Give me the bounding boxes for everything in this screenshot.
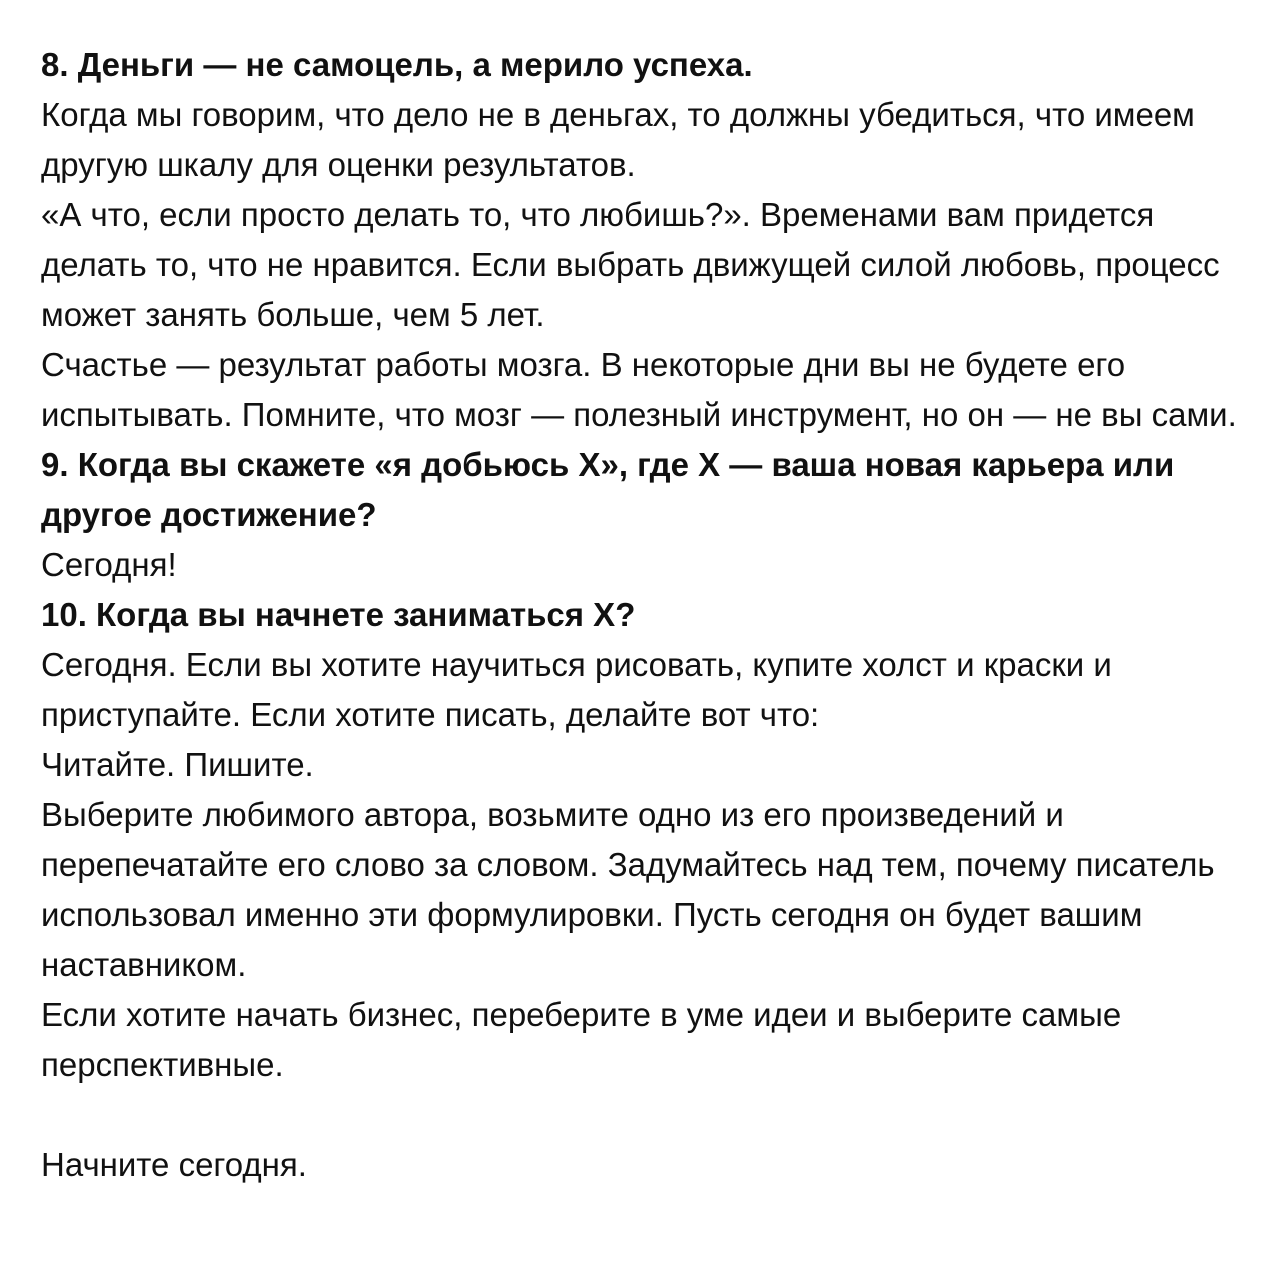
paragraph: Когда мы говорим, что дело не в деньгах, то должны убедиться, что имеем другую шкалу для оценки результатов. <box>41 96 1195 183</box>
paragraph: «А что, если просто делать то, что любишь?». Временами вам придется делать то, что не нравится. Если выбрать движущей силой любовь, процесс может занять больше, чем 5 лет. <box>41 196 1220 333</box>
blank-line <box>41 1090 1251 1140</box>
section-10 <box>41 590 1251 1090</box>
paragraph: Читайте. Пишите. <box>41 746 314 783</box>
section-heading: 8. Деньги — не самоцель, а мерило успеха. <box>41 46 753 83</box>
paragraph: Выберите любимого автора, возьмите одно из его произведений и перепечатайте его слово за словом. Задумайтесь над тем, почему писатель использовал именно эти формулировки. Пусть сегодня он будет вашим наставником. <box>41 796 1215 983</box>
section-8 <box>41 40 1251 440</box>
paragraph: Сегодня! <box>41 546 177 583</box>
paragraph: Если хотите начать бизнес, переберите в уме идеи и выберите самые перспективные. <box>41 996 1122 1083</box>
section-heading: 10. Когда вы начнете заниматься X? <box>41 596 636 633</box>
closing-line: Начните сегодня. <box>41 1146 307 1183</box>
section-heading: 9. Когда вы скажете «я добьюсь X», где X — ваша новая карьера или другое достижение? <box>41 446 1175 533</box>
paragraph: Счастье — результат работы мозга. В некоторые дни вы не будете его испытывать. Помните, что мозг — полезный инструмент, но он — не вы сами. <box>41 346 1237 433</box>
paragraph: Сегодня. Если вы хотите научиться рисовать, купите холст и краски и приступайте. Если хотите писать, делайте вот что: <box>41 646 1112 733</box>
document-body <box>41 40 1251 1190</box>
section-9 <box>41 440 1251 590</box>
